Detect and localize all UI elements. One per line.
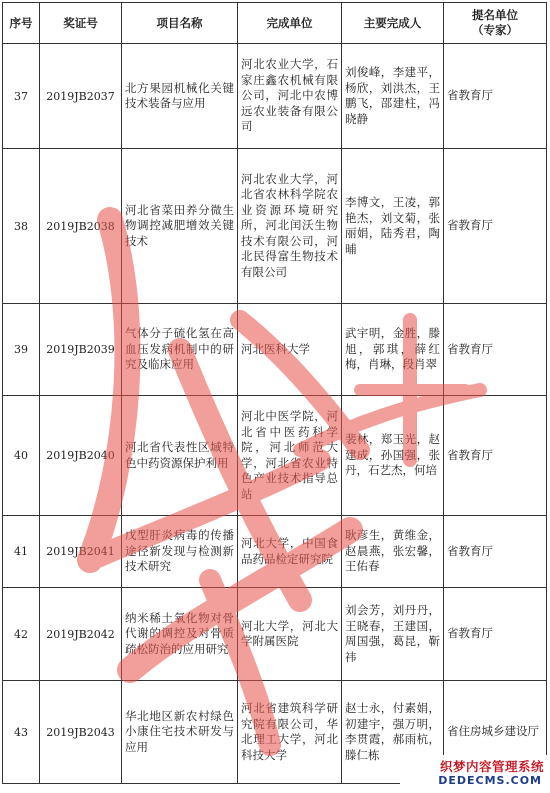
cell-people: 耿彦生，黄维金，赵晨燕，张宏馨，王佑春 — [342, 516, 444, 588]
cell-project: 河北省代表性区域特色中药资源保护利用 — [122, 396, 238, 516]
cell-people: 武宇明，金胜，滕旭，郭琪，薛红梅，肖琳，段肖翠 — [342, 304, 444, 396]
cell-nominator: 省教育厅 — [444, 149, 547, 304]
cell-cert: 2019JB2042 — [40, 588, 122, 681]
cell-nominator: 省教育厅 — [444, 44, 547, 149]
cell-people: 裴林，郑玉光，赵建成，孙国强，张丹，石艺杰，何培 — [342, 396, 444, 516]
cell-seq: 43 — [3, 681, 40, 784]
cell-cert: 2019JB2040 — [40, 396, 122, 516]
brand-logo — [400, 755, 548, 791]
cell-seq: 37 — [3, 44, 40, 149]
cell-unit: 河北农业大学，河北省农林科学院农业资源环境研究所，河北闰沃生物技术有限公司，河北民得富生物技术有限公司 — [238, 149, 342, 304]
cell-seq: 41 — [3, 516, 40, 588]
header-seq: 序号 — [3, 3, 40, 44]
table-row — [3, 149, 547, 304]
header-nominator-line1: 提名单位 — [472, 8, 518, 22]
cell-unit: 河北省建筑科学研究院有限公司，华北理工大学，河北科技大学 — [238, 681, 342, 784]
cell-cert: 2019JB2037 — [40, 44, 122, 149]
cell-project: 华北地区新农村绿色小康住宅技术研发与应用 — [122, 681, 238, 784]
table-row — [3, 396, 547, 516]
cell-people: 李博文，王凌，郭艳杰，刘文菊，张丽娟，陆秀君，陶晡 — [342, 149, 444, 304]
cell-people: 刘俊峰，李建平，杨欣，刘洪杰，王鹏飞，邵建柱，冯晓静 — [342, 44, 444, 149]
cell-nominator: 省教育厅 — [444, 304, 547, 396]
cell-seq: 38 — [3, 149, 40, 304]
cell-project: 纳米稀土氧化物对骨代谢的调控及对骨质疏松防治的应用研究 — [122, 588, 238, 681]
cell-seq: 39 — [3, 304, 40, 396]
cell-unit: 河北中医学院，河北省中医药科学院，河北师范大学，河北省农业特色产业技术指导总站 — [238, 396, 342, 516]
header-project: 项目名称 — [122, 3, 238, 44]
header-cert: 奖证号 — [40, 3, 122, 44]
cell-seq: 42 — [3, 588, 40, 681]
cell-nominator: 省教育厅 — [444, 588, 547, 681]
brand-name-cn: 织梦内容管理系统 — [439, 759, 544, 774]
cell-cert: 2019JB2039 — [40, 304, 122, 396]
header-people: 主要完成人 — [342, 3, 444, 44]
award-table — [2, 2, 547, 784]
cell-people: 赵士永，付素娟，初建宇，强万明，李贯霞，郝雨杭，滕仁栋 — [342, 681, 444, 784]
table-row — [3, 44, 547, 149]
header-unit: 完成单位 — [238, 3, 342, 44]
cell-cert: 2019JB2041 — [40, 516, 122, 588]
cell-project: 气体分子硫化氢在高血压发病机制中的研究及临床应用 — [122, 304, 238, 396]
cell-seq: 40 — [3, 396, 40, 516]
cell-cert: 2019JB2038 — [40, 149, 122, 304]
table-header-row — [3, 3, 547, 44]
table-body — [3, 44, 547, 784]
brand-name-en: DEDECMS.COM — [438, 774, 542, 787]
table-row — [3, 516, 547, 588]
table-row — [3, 588, 547, 681]
cell-nominator: 省教育厅 — [444, 396, 547, 516]
cell-nominator: 省住房城乡建设厅 — [444, 681, 547, 784]
table-row — [3, 304, 547, 396]
cell-people: 刘会芳，刘丹丹，王晓春，王建国，周国强，葛昆，靳祎 — [342, 588, 444, 681]
cell-unit: 河北大学，中国食品药品检定研究院 — [238, 516, 342, 588]
header-nominator-line2: （专家） — [472, 23, 518, 37]
cell-project: 河北省菜田养分微生物调控减肥增效关键技术 — [122, 149, 238, 304]
cell-cert: 2019JB2043 — [40, 681, 122, 784]
cell-project: 北方果园机械化关键技术装备与应用 — [122, 44, 238, 149]
cell-unit: 河北医科大学 — [238, 304, 342, 396]
cell-unit: 河北农业大学，石家庄鑫农机械有限公司，河北中农博远农业装备有限公司 — [238, 44, 342, 149]
cell-nominator: 省教育厅 — [444, 516, 547, 588]
header-nominator — [444, 3, 547, 44]
cell-project: 戊型肝炎病毒的传播途径新发现与检测新技术研究 — [122, 516, 238, 588]
cell-unit: 河北大学，河北大学附属医院 — [238, 588, 342, 681]
